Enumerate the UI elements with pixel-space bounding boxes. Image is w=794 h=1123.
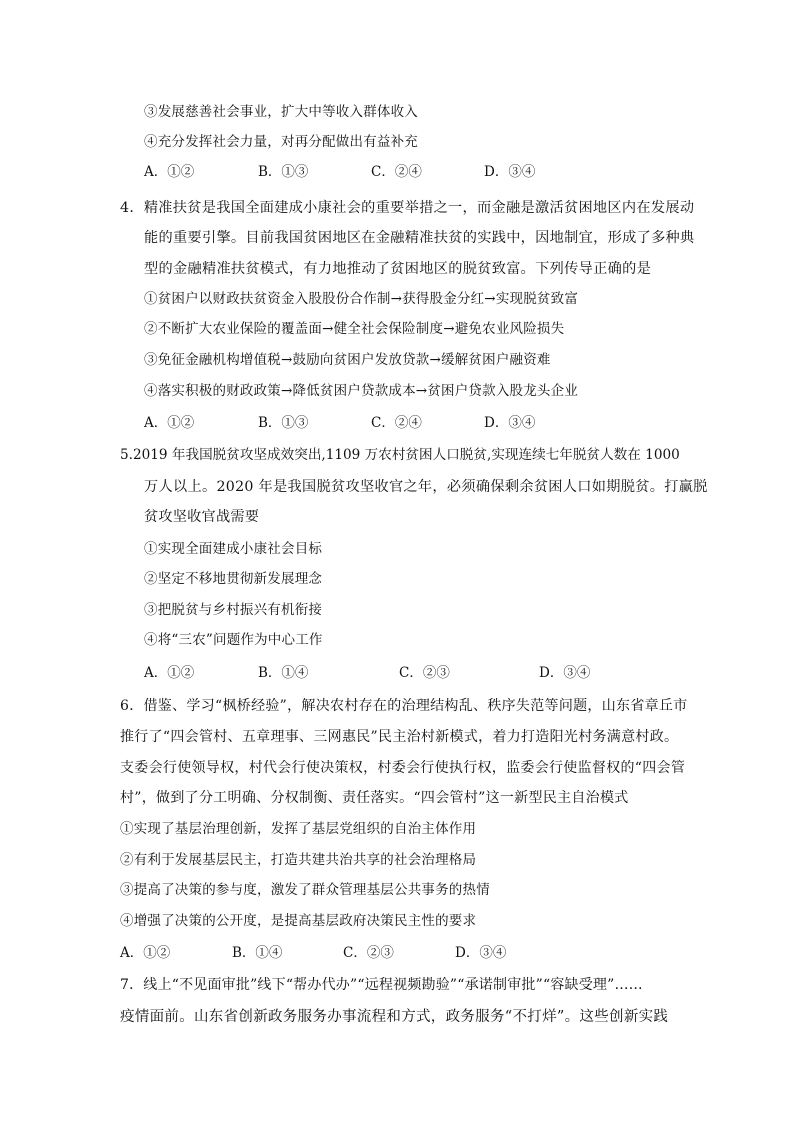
q4-item-1: ①贫困户以财政扶贫资金入股股份合作制→获得股金分红→实现脱贫致富 <box>144 291 579 307</box>
q5-stem-line-2: 万人以上。2020 年是我国脱贫攻坚收官之年，必须确保剩余贫困人口如期脱贫。打赢脱 <box>144 479 708 495</box>
q5-stem-line-3: 贫攻坚收官战需要 <box>144 509 260 525</box>
q4-option-d: D．③④ <box>484 415 536 431</box>
q3-item-4: ④充分发挥社会力量，对再分配做出有益补充 <box>144 134 418 150</box>
q4-stem-line-2: 能的重要引擎。目前我国贫困地区在金融精准扶贫的实践中，因地制宜，形成了多种典 <box>144 230 695 246</box>
q4-item-2: ②不断扩大农业保险的覆盖面→健全社会保险制度→避免农业风险损失 <box>144 321 565 337</box>
q6-option-d: D．③④ <box>455 945 507 961</box>
q5-option-d: D．③④ <box>539 665 591 681</box>
q5-option-b: B．①④ <box>258 665 309 681</box>
q6-stem-line-4: 村”，做到了分工明确、分权制衡、责任落实。“四会管村”这一新型民主自治模式 <box>120 790 629 806</box>
q4-item-4: ④落实积极的财政政策→降低贫困户贷款成本→贫困户贷款入股龙头企业 <box>144 383 579 399</box>
q3-option-a: A．①② <box>144 164 195 180</box>
q5-item-2: ②坚定不移地贯彻新发展理念 <box>144 571 323 587</box>
q7-stem-line-1: 7．线上“不见面审批”线下“帮办代办”“远程视频勘验”“承诺制审批”“容缺受理”…… <box>120 977 643 993</box>
q6-item-1: ①实现了基层治理创新，发挥了基层党组织的自治主体作用 <box>120 821 477 837</box>
q6-item-2: ②有利于发展基层民主，打造共建共治共享的社会治理格局 <box>120 852 477 868</box>
q5-stem-line-1: 5.2019 年我国脱贫攻坚成效突出,1109 万农村贫困人口脱贫,实现连续七年脱贫人数在 1000 <box>120 447 680 463</box>
q4-option-a: A．①② <box>144 415 195 431</box>
q5-item-1: ①实现全面建成小康社会目标 <box>144 541 323 557</box>
q3-option-b: B．①③ <box>258 164 309 180</box>
q4-option-b: B．①③ <box>258 415 309 431</box>
q6-stem-line-3: 支委会行使领导权，村代会行使决策权，村委会行使执行权，监委会行使监督权的“四会管 <box>120 760 686 776</box>
q6-option-b: B．①④ <box>232 945 283 961</box>
q5-item-3: ③把脱贫与乡村振兴有机衔接 <box>144 602 323 618</box>
q6-option-a: A．①② <box>120 945 171 961</box>
q7-stem-line-2: 疫情面前。山东省创新政务服务办事流程和方式，政务服务“不打烊”。这些创新实践 <box>120 1009 669 1025</box>
q6-item-4: ④增强了决策的公开度，是提高基层政府决策民主性的要求 <box>120 913 477 929</box>
q4-stem-line-1: 4．精准扶贫是我国全面建成小康社会的重要举措之一，而金融是激活贫困地区内在发展动 <box>120 200 695 216</box>
q6-option-c: C．②③ <box>343 945 394 961</box>
q3-option-c: C．②④ <box>371 164 422 180</box>
q6-stem-line-1: 6．借鉴、学习“枫桥经验”，解决农村存在的治理结构乱、秩序失范等问题，山东省章丘市 <box>120 698 688 714</box>
q5-item-4: ④将“三农”问题作为中心工作 <box>144 632 323 648</box>
q4-stem-line-3: 型的金融精准扶贫模式，有力地推动了贫困地区的脱贫致富。下列传导正确的是 <box>144 261 652 277</box>
q5-option-a: A．①② <box>144 665 195 681</box>
q6-item-3: ③提高了决策的参与度，激发了群众管理基层公共事务的热情 <box>120 882 490 898</box>
q4-item-3: ③免征金融机构增值税→鼓励向贫困户发放贷款→缓解贫困户融资难 <box>144 352 551 368</box>
q5-option-c: C．②③ <box>399 665 450 681</box>
q3-item-3: ③发展慈善社会事业，扩大中等收入群体收入 <box>144 104 418 120</box>
q4-option-c: C．②④ <box>371 415 422 431</box>
q6-stem-line-2: 推行了“四会管村、五章理事、三网惠民”民主治村新模式，着力打造阳光村务满意村政。 <box>120 729 679 745</box>
q3-option-d: D．③④ <box>484 164 536 180</box>
